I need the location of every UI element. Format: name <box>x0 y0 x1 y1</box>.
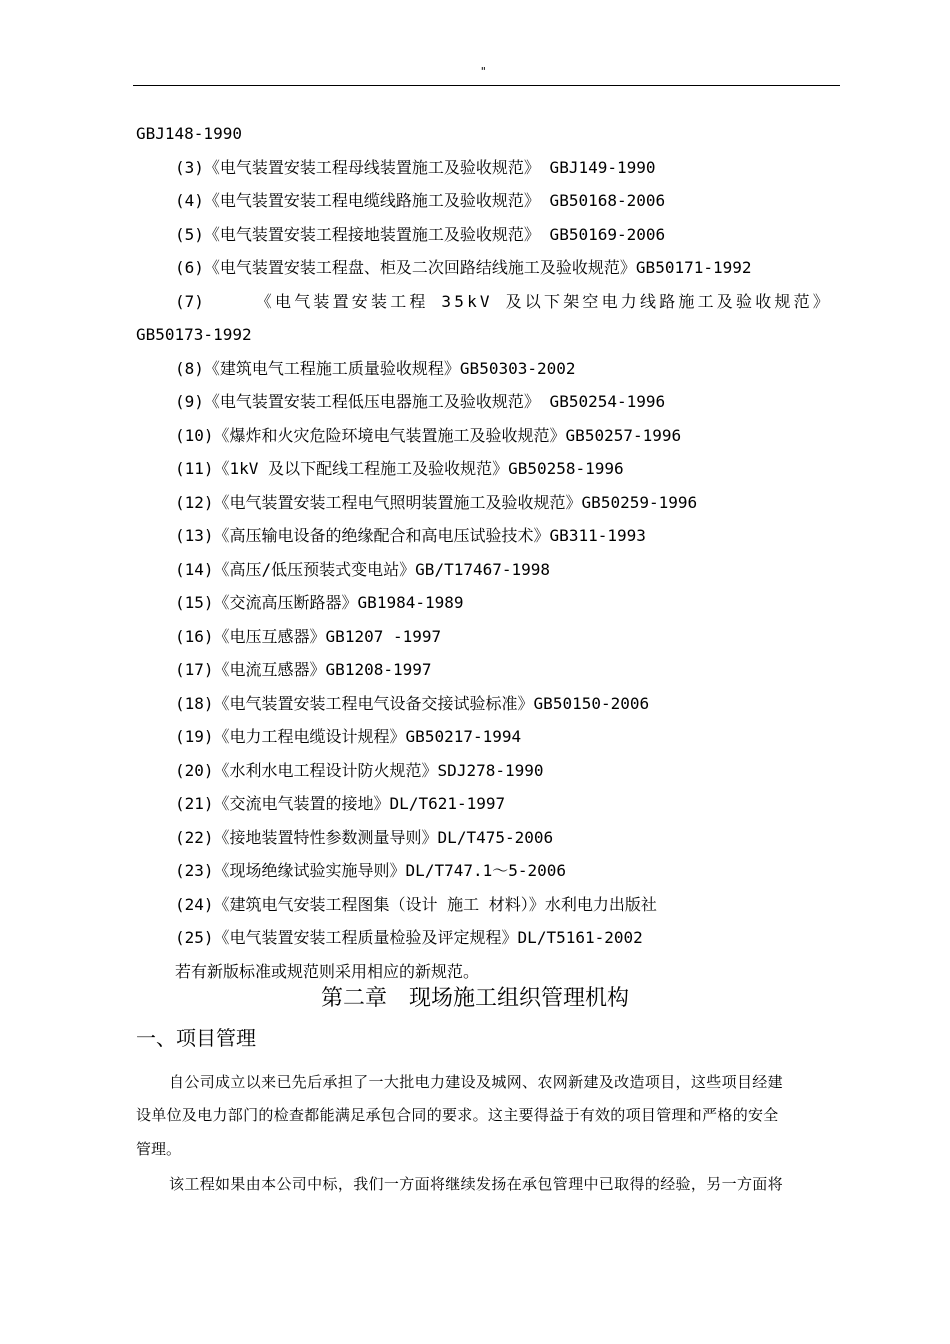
reference-item-8: (8)《建筑电气工程施工质量验收规程》GB50303-2002 <box>175 359 576 378</box>
reference-item-4: (4)《电气装置安装工程电缆线路施工及验收规范》 GB50168-2006 <box>175 191 666 210</box>
paragraph-line: 管理。 <box>136 1140 182 1158</box>
reference-item-19: (19)《电力工程电缆设计规程》GB50217-1994 <box>175 727 522 746</box>
page-header-mark: " <box>480 65 487 78</box>
reference-item-7-title: 《电气装置安装工程 35kV 及以下架空电力线路施工及验收规范》 <box>255 292 832 311</box>
continued-code: GBJ148-1990 <box>136 124 242 143</box>
reference-item-22: (22)《接地装置特性参数测量导则》DL/T475-2006 <box>175 828 554 847</box>
header-rule <box>133 85 840 86</box>
reference-item-17: (17)《电流互感器》GB1208-1997 <box>175 660 432 679</box>
section-title: 一、项目管理 <box>136 1026 256 1050</box>
reference-item-25: (25)《电气装置安装工程质量检验及评定规程》DL/T5161-2002 <box>175 928 643 947</box>
reference-item-20: (20)《水利水电工程设计防火规范》SDJ278-1990 <box>175 761 544 780</box>
reference-item-10: (10)《爆炸和火灾危险环境电气装置施工及验收规范》GB50257-1996 <box>175 426 682 445</box>
reference-item-24: (24)《建筑电气安装工程图集（设计 施工 材料）》水利电力出版社 <box>175 895 657 914</box>
reference-note: 若有新版标准或规范则采用相应的新规范。 <box>175 962 480 981</box>
reference-item-7-code: GB50173-1992 <box>136 325 252 344</box>
reference-item-23: (23)《现场绝缘试验实施导则》DL/T747.1～5-2006 <box>175 861 567 880</box>
reference-item-16: (16)《电压互感器》GB1207 -1997 <box>175 627 442 646</box>
paragraph-line: 该工程如果由本公司中标，我们一方面将继续发扬在承包管理中已取得的经验，另一方面将 <box>169 1175 784 1193</box>
paragraph-line: 设单位及电力部门的检查都能满足承包合同的要求。这主要得益于有效的项目管理和严格的安全 <box>136 1106 779 1124</box>
reference-item-11: (11)《1kV 及以下配线工程施工及验收规范》GB50258-1996 <box>175 459 624 478</box>
reference-item-15: (15)《交流高压断路器》GB1984-1989 <box>175 593 464 612</box>
reference-item-13: (13)《高压输电设备的绝缘配合和高电压试验技术》GB311-1993 <box>175 526 646 545</box>
reference-item-18: (18)《电气装置安装工程电气设备交接试验标准》GB50150-2006 <box>175 694 650 713</box>
reference-item-7: (7) 《电气装置安装工程 35kV 及以下架空电力线路施工及验收规范》 <box>175 292 832 311</box>
reference-item-3: (3)《电气装置安装工程母线装置施工及验收规范》 GBJ149-1990 <box>175 158 656 177</box>
reference-item-9: (9)《电气装置安装工程低压电器施工及验收规范》 GB50254-1996 <box>175 392 666 411</box>
chapter-title: 第二章 现场施工组织管理机构 <box>320 986 629 1011</box>
reference-item-6: (6)《电气装置安装工程盘、柜及二次回路结线施工及验收规范》GB50171-1992 <box>175 258 752 277</box>
reference-item-12: (12)《电气装置安装工程电气照明装置施工及验收规范》GB50259-1996 <box>175 493 698 512</box>
reference-item-14: (14)《高压/低压预装式变电站》GB/T17467-1998 <box>175 560 551 579</box>
reference-item-5: (5)《电气装置安装工程接地装置施工及验收规范》 GB50169-2006 <box>175 225 666 244</box>
reference-item-21: (21)《交流电气装置的接地》DL/T621-1997 <box>175 794 506 813</box>
paragraph-line: 自公司成立以来已先后承担了一大批电力建设及城网、农网新建及改造项目，这些项目经建 <box>169 1073 784 1091</box>
